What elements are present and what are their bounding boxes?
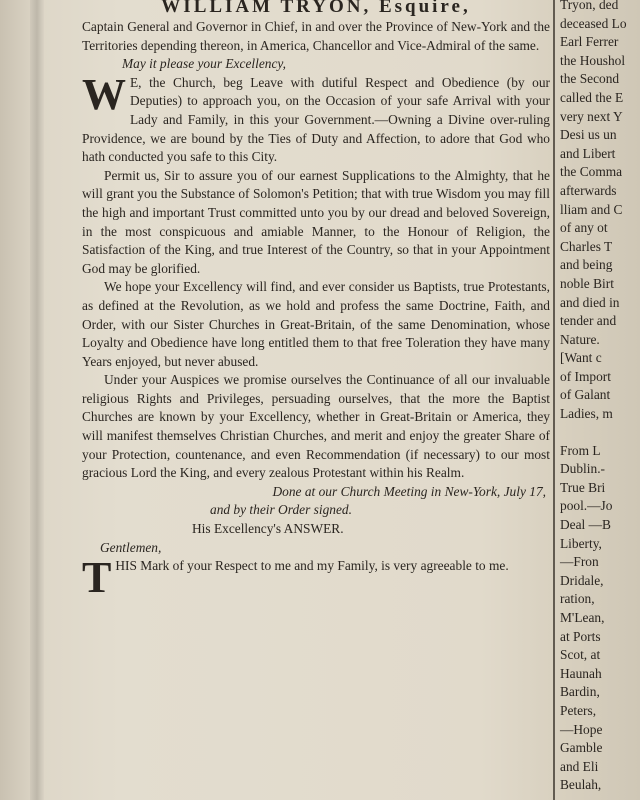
signoff-line-1: Done at our Church Meeting in New-York, July 17, <box>272 483 546 499</box>
intro-text: Captain General and Governor in Chief, in and over the Province of New-York and the Territories depending thereon, in America, Chancellor and Vice-Admiral of the same. <box>82 19 550 53</box>
adjacent-column-line: the Comma <box>560 164 623 180</box>
adjacent-column-line: Deal —B <box>560 517 611 533</box>
adjacent-column-line: noble Birt <box>560 275 614 291</box>
adjacent-column-line: ration, <box>560 591 595 607</box>
adjacent-column-line: and died in <box>560 294 620 310</box>
address-title: WILLIAM TRYON, Esquire, <box>161 0 471 17</box>
column-rule <box>553 0 555 800</box>
answer-heading: His Excellency's ANSWER. <box>192 521 344 537</box>
adjacent-column-line: —Hope <box>560 721 603 737</box>
adjacent-column-line: lliam and C <box>560 201 623 217</box>
adjacent-column-line: of Import <box>560 368 611 384</box>
adjacent-column-line: Ladies, m <box>560 406 613 422</box>
adjacent-column-line: Scot, at <box>560 647 601 663</box>
adjacent-column-line: Desi us un <box>560 127 617 143</box>
paragraph-4: Under your Auspices we promise ourselves the Continuance of all our invaluable religious Rights and Privileges, persuading ourselves, that the more the Baptist Churches are known by your Excellency, whether in Great-Britain or America, they will manifest themselves Christian Churches, and merit and enjoy the greater Share of your Protection, countenance, and even Recommendation (if necessary) to our most gracious Lord the King, and every zealous Protestant within his Realm. <box>82 372 550 481</box>
paragraph-2: Permit us, Sir to assure you of our earnest Supplications to the Almighty, that he will grant you the Substance of Solomon's Petition; that with true Wisdom you may fill the high and important Trust committed unto you by our dread and beloved Sovereign, in the most conspicuous and amiable Manner, to the Honour of Religion, the Satisfaction of the King, and true Interest of the Country, so that in your Appointment God may be glorified. <box>82 167 550 276</box>
adjacent-column-line: True Bri <box>560 479 606 495</box>
adjacent-column-line: and being <box>560 257 613 273</box>
gentlemen-salutation: Gentlemen, <box>100 539 162 555</box>
adjacent-column-line: Tryon, ded <box>560 0 619 12</box>
adjacent-column-line: Gamble <box>560 740 603 756</box>
answer-text: HIS Mark of your Respect to me and my Family, is very agreeable to me. <box>115 558 509 574</box>
adjacent-column-gap <box>560 424 640 442</box>
adjacent-column-line: called the E <box>560 89 624 105</box>
answer-paragraph <box>82 553 550 603</box>
adjacent-column-line: at Ports <box>560 628 601 644</box>
adjacent-column-line: tender and <box>560 313 617 329</box>
drop-cap-t: T <box>82 553 112 603</box>
adjacent-column-line: Peters, <box>560 702 597 718</box>
adjacent-column-line: Haunah <box>560 665 602 681</box>
paragraph-1-text: E, the Church, beg Leave with dutiful Respect and Obedience (by our Deputies) to approach you, on the Occasion of your safe Arrival with your Lady and Family, in this your Government.—Owning a Divine over-ruling Providence, we are bound by the Ties of Duty and Affection, to adore that God who hath conducted you safe to this City. <box>82 74 550 165</box>
adjacent-column-line: Charles T <box>560 238 613 254</box>
adjacent-column-line: and Eli <box>560 758 599 774</box>
signoff-line-2: and by their Order signed. <box>210 502 352 518</box>
adjacent-column-line: of any ot <box>560 220 608 236</box>
adjacent-column-line: very next Y <box>560 108 623 124</box>
adjacent-column-line: deceased Lo <box>560 15 627 31</box>
adjacent-column-line: the Houshol <box>560 52 626 68</box>
adjacent-column-line: [Want c <box>560 350 602 366</box>
adjacent-column-line: Beulah, <box>560 777 602 793</box>
address-column <box>82 0 550 603</box>
adjacent-column-line: pool.—Jo <box>560 498 613 514</box>
page-fold-shadow <box>30 0 44 800</box>
paragraph-3: We hope your Excellency will find, and ever consider us Baptists, true Protestants, as defined at the Revolution, as we hold and profess the same Doctrine, Faith, and Order, with our Sister Churches in Great-Britain, of the same Denomination, whose Loyalty and Obedience have long entitled them to that free Toleration they have many Years enjoyed, but never abused. <box>82 279 550 369</box>
adjacent-column-line: the Second <box>560 71 620 87</box>
adjacent-column-line: Dublin.- <box>560 461 606 477</box>
adjacent-column-line: —Fron <box>560 554 599 570</box>
adjacent-column-line: From L <box>560 442 601 458</box>
adjacent-column-line: Dridale, <box>560 572 604 588</box>
adjacent-column-line: afterwards <box>560 182 617 198</box>
adjacent-column-line: Bardin, <box>560 684 600 700</box>
adjacent-column-line: and Libert <box>560 145 616 161</box>
salutation: May it please your Excellency, <box>122 56 286 72</box>
drop-cap-w: W <box>82 69 126 119</box>
adjacent-column-line: Nature. <box>560 331 600 347</box>
adjacent-column-line: of Galant <box>560 387 611 403</box>
adjacent-column-line: M'Lean, <box>560 610 605 625</box>
adjacent-column <box>560 0 640 795</box>
paragraph-1 <box>82 69 550 167</box>
adjacent-column-line: Liberty, <box>560 535 602 551</box>
adjacent-column-line: Earl Ferrer <box>560 34 619 50</box>
